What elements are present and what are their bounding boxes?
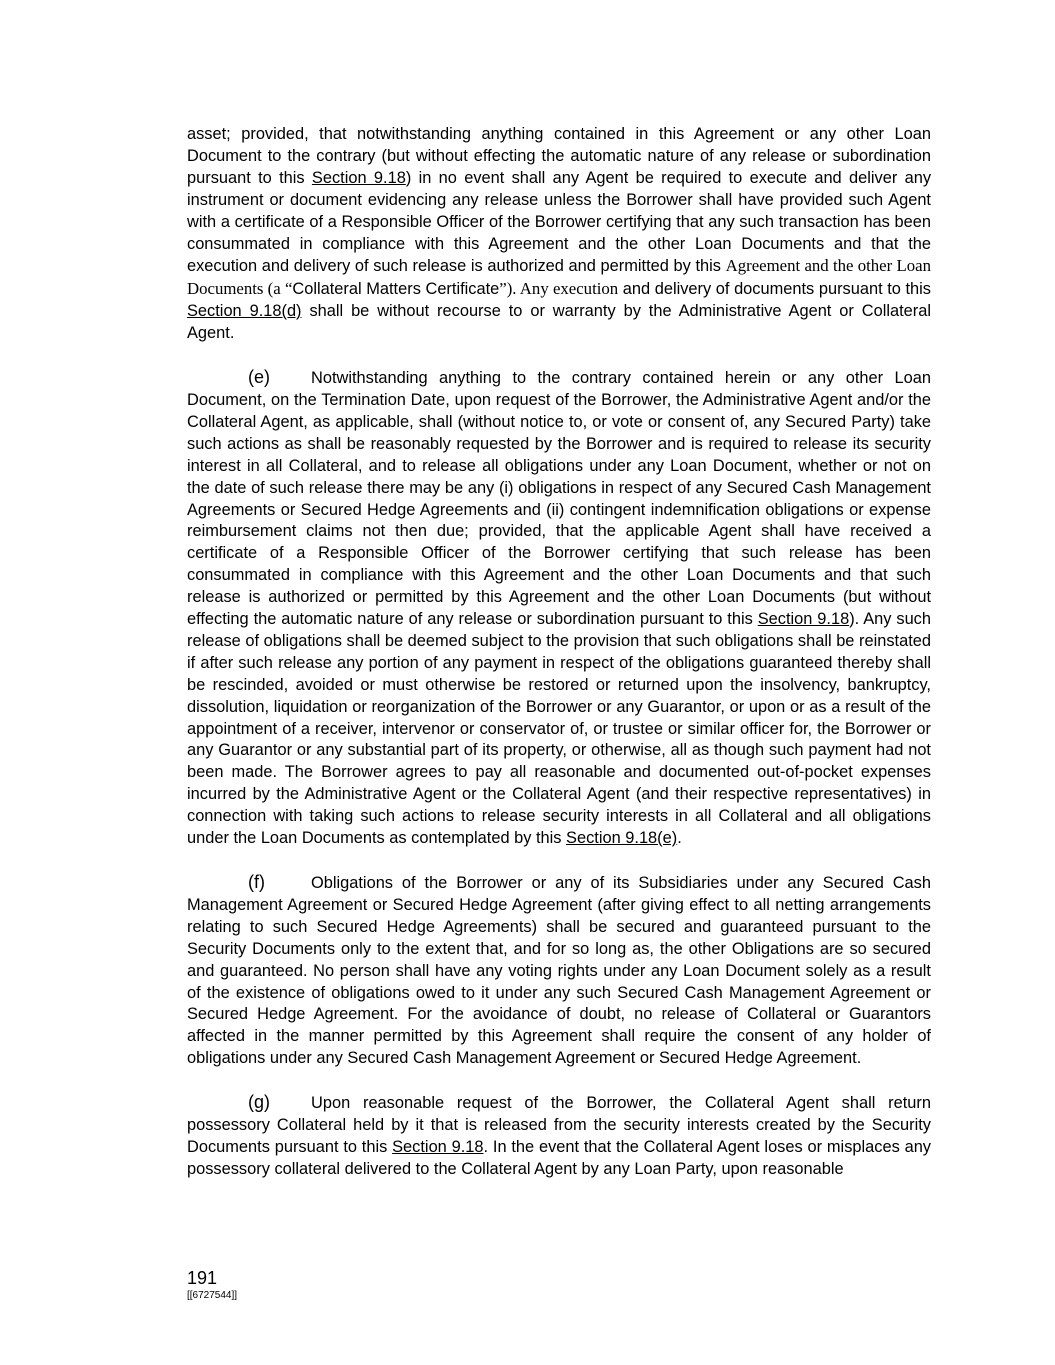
paragraph-f (187, 872, 931, 1070)
paragraph-label-e: (e) (248, 367, 270, 388)
section-reference: Section 9.18 (757, 610, 850, 629)
section-reference: Section 9.18(d) (187, 302, 302, 321)
paragraph-label-f: (f) (248, 872, 265, 892)
page-number: 191 (187, 1268, 218, 1288)
paragraph-label-g: (g) (248, 1092, 270, 1113)
text-run: ) in no event shall any Agent be required to execute and deliver any instrument or document evidencing any release unless the Borrower shall have provided such Agent with a certificate of a Responsible Officer of the Borrower certifying that any such transaction has been consummated in compliance with this Agreement and the other Loan Documents and that the execution and delivery of such release is authorized and permitted by this (187, 168, 932, 276)
document-body (187, 124, 931, 1203)
text-run: Agreement and the other Loan Documents (a “ (187, 256, 931, 299)
paragraph-d-continued (187, 124, 931, 345)
document-id: [[6727544]] (187, 1290, 238, 1301)
text-run: Notwithstanding anything to the contrary contained herein or any other Loan Document, on the Termination Date, upon request of the Borrower, the Administrative Agent and/or the Collateral Agent, as applicable, shall (without notice to, or vote or consent of, any Secured Party) take such actions as shall be reasonably requested by the Borrower and is required to release its security interest in all Collateral, and to release all obligations under any Loan Document, whether or not on the date of such release there may be any (i) obligations in respect of any Secured Cash Management Agreements or Secured Hedge Agreements and (ii) contingent indemnification obligations or expense reimbursement claims not then due; provided, that the applicable Agent shall have received a certificate of a Responsible Officer of the Borrower certifying that such release has been consummated in compliance with this Agreement and the other Loan Documents and that such release is authorized or permitted by this Agreement and the other Loan Documents (but without effecting the automatic nature of any release or subordination pursuant to this (187, 369, 931, 629)
section-reference: Section 9.18(e) (566, 829, 678, 848)
text-run: ”). Any execution (499, 279, 619, 299)
section-reference: Section 9.18 (311, 168, 406, 187)
section-reference: Section 9.18 (392, 1137, 484, 1156)
text-run: Obligations of the Borrower or any of its Subsidiaries under any Secured Cash Management Agreement or Secured Hedge Agreement (after giving effect to all netting arrangements relating to such Secured Hedge Agreements) shall be secured and guaranteed pursuant to the Security Documents only to the extent that, and for so long as, the other Obligations are so secured and guaranteed. No person shall have any voting rights under any Loan Document solely as a result of the existence of obligations owed to it under any such Secured Cash Management Agreement or Secured Hedge Agreement. For the avoidance of doubt, no release of Collateral or Guarantors affected in the manner permitted by this Agreement shall require the consent of any holder of obligations under any Secured Cash Management Agreement or Secured Hedge Agreement. (187, 874, 931, 1068)
text-run: . (677, 829, 682, 848)
text-run: asset; provided, that notwithstanding anything contained in this Agreement or any other Loan Document to the contrary (but without effecting the automatic nature of any release or subordination pursuant to this (187, 125, 931, 187)
defined-term: Collateral Matters Certificate (292, 280, 500, 299)
page-footer (187, 1267, 237, 1302)
paragraph-g (187, 1092, 931, 1181)
text-run: Upon reasonable request of the Borrower, the Collateral Agent shall return possessory Collateral held by it that is released from the security interests created by the Security Documents pursuant to this (187, 1094, 931, 1156)
text-run: shall be without recourse to or warranty by the Administrative Agent or Collateral Agent. (187, 302, 931, 343)
text-run: . In the event that the Collateral Agent loses or misplaces any possessory collateral delivered to the Collateral Agent by any Loan Party, upon reasonable (187, 1137, 932, 1178)
text-run: and delivery of documents pursuant to this (618, 280, 931, 299)
paragraph-e (187, 367, 931, 850)
text-run: ). Any such release of obligations shall be deemed subject to the provision that such obligations shall be reinstated if after such release any portion of any payment in respect of the obligations guaranteed thereby shall be rescinded, avoided or must otherwise be restored or returned upon the insolvency, bankruptcy, dissolution, liquidation or reorganization of the Borrower or any Guarantor, or upon or as a result of the appointment of a receiver, intervenor or conservator of, or trustee or similar officer for, the Borrower or any Guarantor or any substantial part of its property, or otherwise, all as though such payment had not been made. The Borrower agrees to pay all reasonable and documented out-of-pocket expenses incurred by the Administrative Agent or the Collateral Agent (and their respective representatives) in connection with taking such actions to release security interests in all Collateral and all obligations under the Loan Documents as contemplated by this (187, 610, 931, 848)
